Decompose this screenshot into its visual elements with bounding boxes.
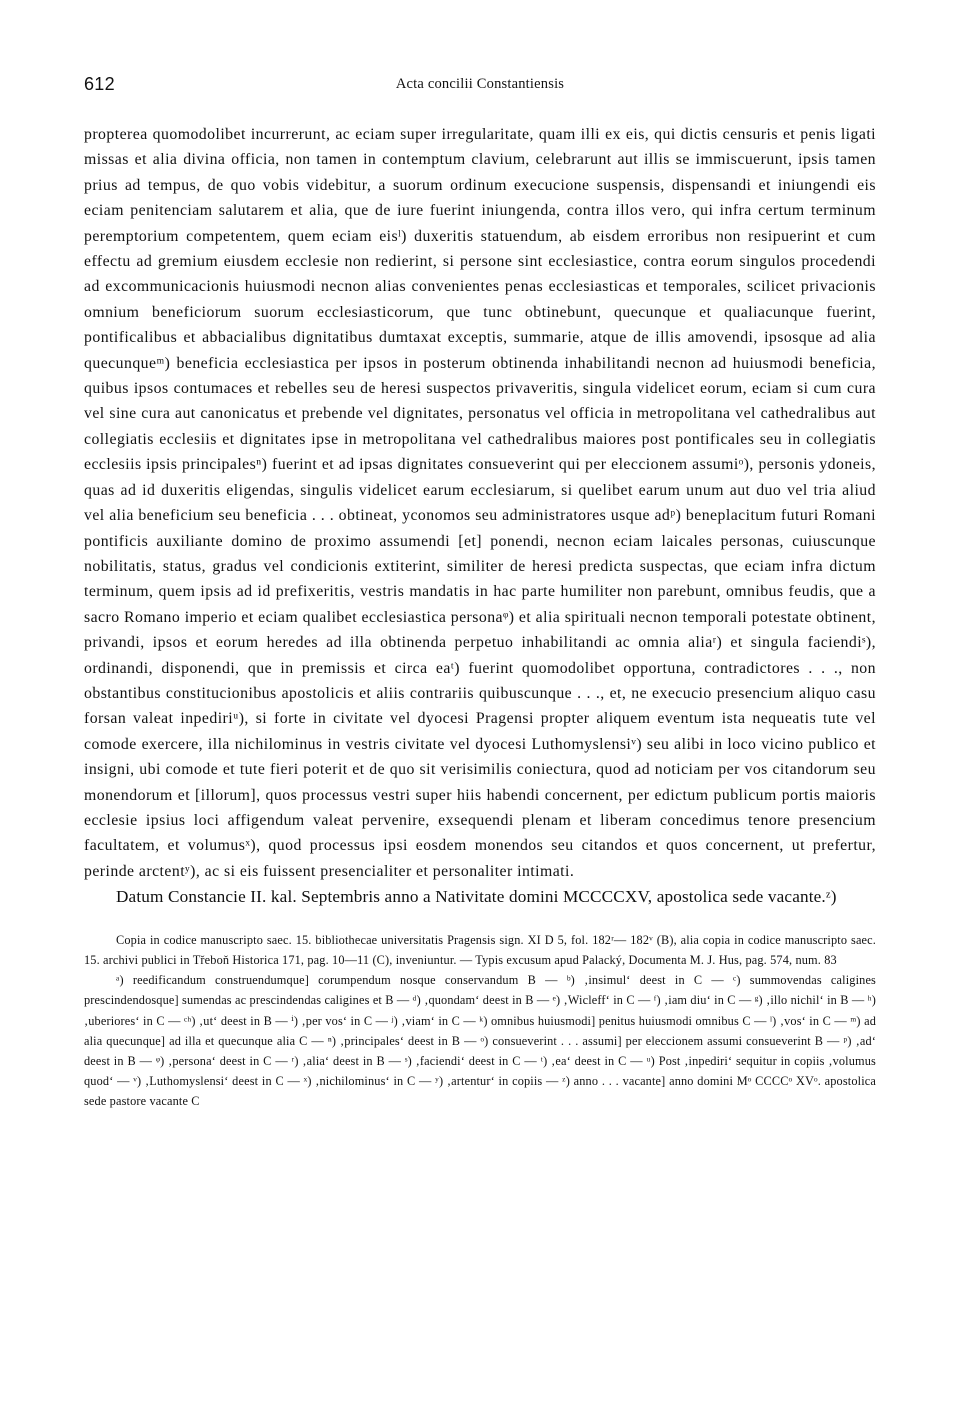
document-page [84,72,876,1111]
variant-readings: ᵃ) reedificandum construendumque] corumpendum nosque conservandum B — ᵇ) ‚insimul‘ deest in C — ᶜ) summovendas caligines prescindendosque] sumendas ac prescindendas caligines et B — ᵈ) ‚quondam‘ deest in B — ᵉ) ‚Wicleff‘ in C — ᶠ) ‚iam diu‘ in C — ᵍ) ‚illo nichil‘ in B — ʰ) ‚uberiores‘ in C — ᶜʰ) ‚ut‘ deest in B — ⁱ) ‚per vos‘ in C — ʲ) ‚viam‘ in C — ᵏ) omnibus huiusmodi] penitus huiusmodi omnibus C — ˡ) ‚vos‘ in C — ᵐ) ad alia quecunque] ad illa et quecunque alia C — ⁿ) ‚principales‘ deest in B — ᵒ) consueverint . . . assumi] per eleccionem assumi consueverint B — ᵖ) ‚ad‘ deest in B — ᵠ) ‚persona‘ deest in C — ʳ) ‚alia‘ deest in B — ˢ) ‚faciendi‘ deest in C — ᵗ) ‚ea‘ deest in C — ᵘ) Post ‚inpediri‘ sequitur in copiis ‚volumus quod‘ — ᵛ) ‚Luthomyslensi‘ deest in C — ˣ) ‚nichilominus‘ in C — ʸ) ‚artentur‘ in copiis — ᶻ) anno . . . vacante] anno domini Mᵒ CCCCᵒ XVᵒ. apostolica sede pastore vacante C [84,973,876,1108]
critical-apparatus [84,930,876,1111]
source-note: Copia in codice manuscripto saec. 15. bibliothecae universitatis Pragensis sign. XI D 5, fol. 182ʳ— 182ᵛ (B), alia copia in codice manuscripto saec. 15. archivi publici in Třeboň Historica 171, pag. 10—11 (C), inveniuntur. — Typis excusum apud Palacký, Documenta M. J. Hus, pag. 574, num. 83 [84,933,876,968]
running-title: Acta concilii Constantiensis [395,76,565,92]
running-head [84,72,876,102]
page-number: 612 [84,74,115,94]
main-text [84,122,876,884]
main-paragraph: propterea quomodolibet incurrerunt, ac eciam super irregularitate, quam illi ex eis, qui dictis censuris et penis ligati missas et alia divina officia, non tamen in contemptum clavium, celebrarunt aut illis se immiscuerunt, ipsis tamen prius ad tempus, de quo vobis videbitur, a suorum ordinum execucione suspensis, dispensandi et iniungendi eis eciam penitenciam salutarem et alia, que de iure fuerint iniungenda, contra illos vero, qui infra certum terminum peremptorium competentem, quem eciam eisˡ) duxeritis statuendum, ab eisdem erroribus non resipuerint et cum effectu ad gremium eiusdem ecclesie non redierint, si persone sint ecclesiastice, contra eorum singulos procedendi ad excommunicacionis huiusmodi necnon alias convenientes penas ecclesiasticas et temporales, scilicet privacionis omnium beneficiorum suorum ecclesiasticorum, que tunc obtinebunt, quecunque et qualiacunque fuerint, pontificalibus et abbacialibus dignitatibus dumtaxat exceptis, summarie, atque de illis amovendi, ipsosque ad alia quecunqueᵐ) beneficia ecclesiastica per ipsos in posterum obtinenda inhabilitandi necnon ad huiusmodi beneficia, quibus ipsos contumaces et rebelles seu de heresi suspectos privaveritis, singula videlicet eorum, eciam si cum cura vel sine cura aut canonicatus et prebende vel dignitates, personatus vel officia in metropolitana vel cathedralibus aut collegiatis ecclesiis et dignitates ipse in metropolitana vel cathedralibus maiores post pontificales seu in collegiatis ecclesiis ipsis principalesⁿ) fuerint et ad ipsas dignitates consueverint qui per eleccionem assumiᵒ), personis ydoneis, quas ad id duxeritis eligendas, singulis videlicet earum ecclesiarum, si quelibet earum unum aut duo vel tria aliud vel alia beneficium seu beneficia . . . obtineat, yconomos seu administratores usque adᵖ) beneplacitum futuri Romani pontificis auxiliante domino de proximo assumendi [et] ponendi, necnon eciam laicales personas, cuiuscunque nobilitatis, status, gradus vel condicionis extiterint, similiter de heresi predicta suspectas, que eciam infra dictum terminum, quem ipsis ad id prefixeritis, vestris mandatis in hac parte humiliter non parebunt, omnibus feudis, que a sacro Romano imperio et eciam qualibet ecclesiastica personaᵠ) et alia spirituali necnon temporali potestate obtinent, privandi, ipsos et eorum heredes ad illa obtinenda perpetuo inhabilitandi ac omnia aliaʳ) et singula faciendiˢ), ordinandi, disponendi, que in premissis et circa eaᵗ) fuerint quomodolibet opportuna, contradictores . . ., non obstantibus constitucionibus apostolicis et aliis contrariis quibuscunque . . ., et, ne execucio presencium aliquo casu forsan valeat inpediriᵘ), si forte in civitate vel dyocesi Pragensi propter aliquem eventum ista nequeatis tute vel comode exercere, illa nichilominus in vestris civitate vel dyocesi Luthomyslensiᵛ) seu alibi in loco vicino publico et insigni, ubi comode et tute fieri poterit et de quo sit verisimilis coniectura, quod ad noticiam per vos citandorum seu monendorum et [illorum], quos processus vestri super hiis habendi concernent, per edictum publicum portis maioris ecclesie ipsius loci affigendum valeat pervenire, exsequendi plenam et liberam concedimus tenore presencium facultatem, et volumusˣ), quod processus ipsi eosdem monendos seu citandos et quos concernent, ut prefertur, perinde arctentʸ), ac si eis fuissent presencialiter et personaliter intimati. [84,126,876,880]
dating-clause: Datum Constancie II. kal. Septembris anno a Nativitate domini MCCCCXV, apostolica sede vacante.ᶻ) [116,887,837,907]
